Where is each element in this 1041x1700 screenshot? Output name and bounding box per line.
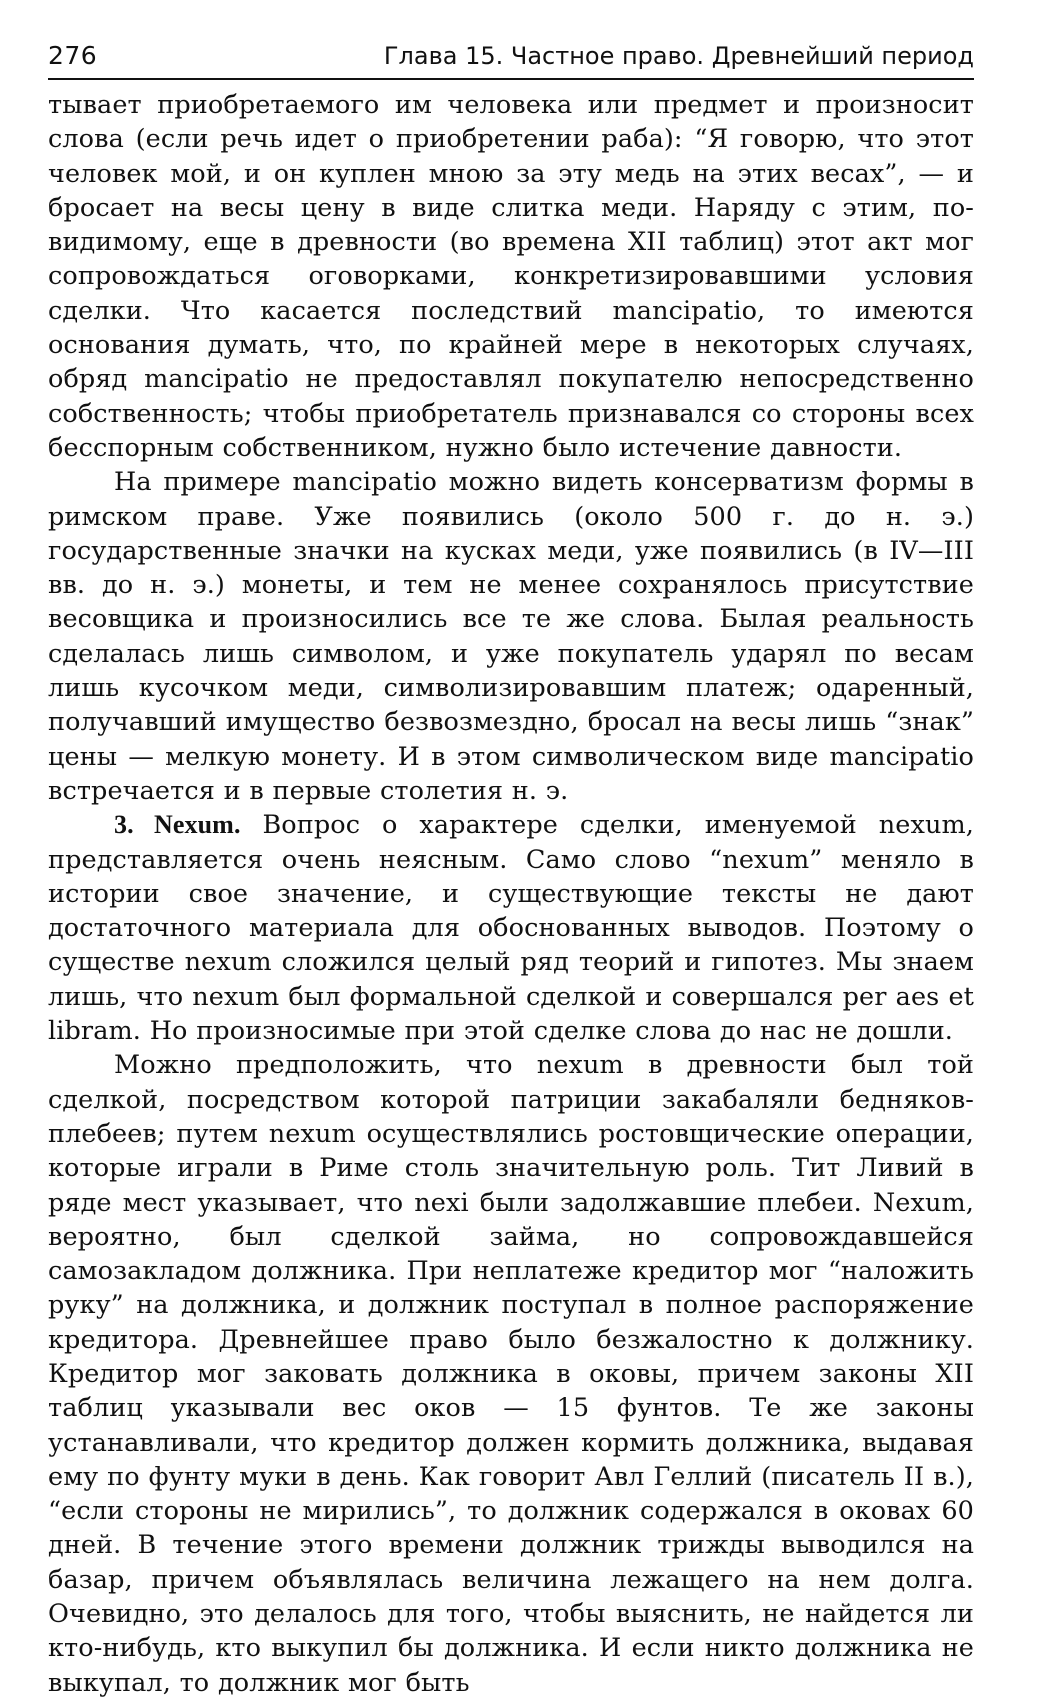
paragraph-text: тывает приобретаемого им человека или предмет и произносит слова (если речь идет о приобретении раба): “Я говорю, что этот человек мой, и он куплен мною за эту медь на этих весах”, — и бросает на весы цену в виде слитка меди. Наряду с этим, по-видимому, еще в древности (во времена XII таблиц) этот акт мог сопровождаться оговорками, конкретизировавшими условия сделки. Что касается последствий mancipatio, то имеются основания думать, что, по крайней мере в некоторых случаях, обряд mancipatio не предоставлял покупателю непосредственно собственность; чтобы приобретатель признавался со стороны всех бесспорным собственником, нужно было истечение давности. xyxy=(48,90,974,463)
page-number: 276 xyxy=(48,41,98,70)
running-title: Глава 15. Частное право. Древнейший период xyxy=(383,42,974,70)
body-text xyxy=(48,88,974,1700)
paragraph-text: На примере mancipatio можно видеть консерватизм формы в римском праве. Уже появились (около 500 г. до н. э.) государственные значки на кусках меди, уже появились (в IV—III вв. до н. э.) монеты, и тем не менее сохранялось присутствие весовщика и произносились все те же слова. Былая реальность сделалась лишь символом, и уже покупатель ударял по весам лишь кусочком меди, символизировавшим платеж; одаренный, получавший имущество безвозмездно, бросал на весы лишь “знак” цены — мелкую монету. И в этом символическом виде mancipatio встречается и в первые столетия н. э. xyxy=(48,467,974,806)
paragraph-nexum-section xyxy=(48,808,974,1048)
running-header xyxy=(48,40,974,80)
paragraph-text: Вопрос о характере сделки, именуемой nexum, представляется очень неясным. Само слово “nexum” меняло в истории свое значение, и существующие тексты не дают достаточного материала для обоснованных выводов. Поэтому о существе nexum сложился целый ряд теорий и гипотез. Мы знаем лишь, что nexum был формальной сделкой и совершался per aes et libram. Но произносимые при этой сделке слова до нас не дошли. xyxy=(48,810,974,1047)
paragraph-continuation xyxy=(48,88,974,465)
paragraph-mancipatio-formalism xyxy=(48,465,974,808)
section-heading-nexum: 3. Nexum. xyxy=(114,810,241,840)
paragraph-nexum-debtor xyxy=(48,1048,974,1700)
book-page xyxy=(48,40,974,1700)
paragraph-text: Можно предположить, что nexum в древности был той сделкой, посредством которой патриции закабаляли бедняков-плебеев; путем nexum осуществлялись ростовщические операции, которые играли в Риме столь значительную роль. Тит Ливий в ряде мест указывает, что nexi были задолжавшие плебеи. Nexum, вероятно, был сделкой займа, но сопровождавшейся самозакладом должника. При неплатеже кредитор мог “наложить руку” на должника, и должник поступал в полное распоряжение кредитора. Древнейшее право было безжалостно к должнику. Кредитор мог заковать должника в оковы, причем законы XII таблиц указывали вес оков — 15 фунтов. Те же законы устанавливали, что кредитор должен кормить должника, выдавая ему по фунту муки в день. Как говорит Авл Геллий (писатель II в.), “если стороны не мирились”, то должник содержался в оковах 60 дней. В течение этого времени должник трижды выводился на базар, причем объявлялась величина лежащего на нем долга. Очевидно, это делалось для того, чтобы выяснить, не найдется ли кто-нибудь, кто выкупил бы должника. И если никто должника не выкупал, то должник мог быть xyxy=(48,1050,974,1698)
